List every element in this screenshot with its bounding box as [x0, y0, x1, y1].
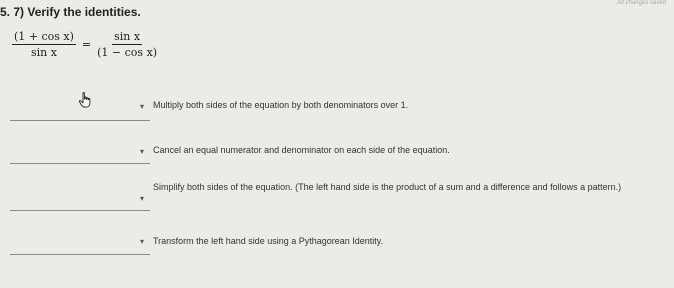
step-1-text: Multiply both sides of the equation by both denominators over 1. [153, 100, 409, 110]
step-2-dropdown[interactable] [10, 163, 150, 164]
step-3-text: Simplify both sides of the equation. (The left hand side is the product of a sum and a difference and follows a pattern.) [153, 182, 622, 192]
lhs-numerator: (1 + cos x) [14, 30, 74, 43]
step-3-dropdown[interactable] [10, 210, 150, 211]
save-status: All changes saved [617, 0, 666, 6]
chevron-down-icon[interactable]: ▾ [140, 194, 145, 203]
rhs-denominator: (1 − cos x) [97, 46, 158, 59]
lhs-denominator: sin x [30, 46, 57, 59]
equals-sign: = [81, 38, 92, 51]
identity-equation [12, 30, 157, 59]
step-2-text: Cancel an equal numerator and denominator on each side of the equation. [153, 145, 450, 155]
step-1-dropdown[interactable] [10, 120, 150, 121]
rhs-numerator: sin x [114, 30, 141, 43]
rhs-fraction [97, 30, 157, 59]
step-4-dropdown[interactable] [10, 254, 150, 255]
chevron-down-icon[interactable]: ▾ [140, 147, 145, 156]
chevron-down-icon[interactable]: ▾ [140, 102, 145, 111]
hand-pointer-icon [78, 92, 92, 108]
step-4-text: Transform the left hand side using a Pythagorean Identity. [153, 236, 384, 246]
question-title: 5. 7) Verify the identities. [0, 5, 141, 19]
chevron-down-icon[interactable]: ▾ [140, 237, 145, 246]
lhs-fraction [12, 30, 76, 59]
